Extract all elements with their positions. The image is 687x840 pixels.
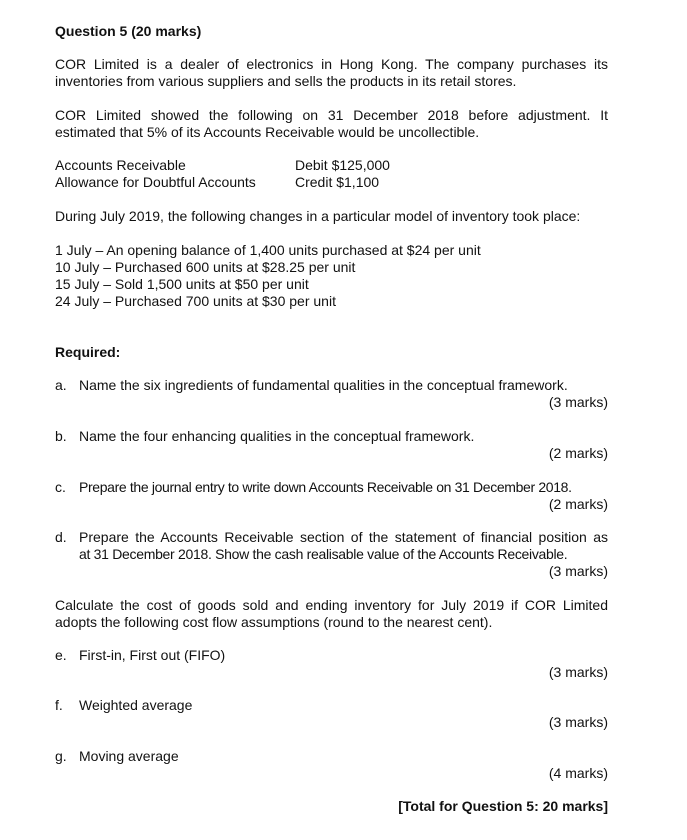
item-e-text: First-in, First out (FIFO) <box>79 647 226 663</box>
balance-account-1: Accounts Receivable <box>55 157 186 173</box>
intro-line-1: COR Limited is a dealer of electronics in Hong Kong. The company purchases its <box>55 56 608 72</box>
cost-intro-line-2: adopts the following cost flow assumptions (round to the nearest cent). <box>55 614 493 630</box>
adjustment-line-1: COR Limited showed the following on 31 December 2018 before adjustment. It <box>55 107 608 123</box>
item-e-letter: e. <box>55 647 67 663</box>
item-g-marks: (4 marks) <box>548 765 608 781</box>
intro-line-2: inventories from various suppliers and sells the products in its retail stores. <box>55 73 517 89</box>
item-f-marks: (3 marks) <box>548 714 608 730</box>
item-b-marks: (2 marks) <box>548 445 608 461</box>
balance-account-2: Allowance for Doubtful Accounts <box>55 174 256 190</box>
item-a-text: Name the six ingredients of fundamental qualities in the conceptual framework. <box>79 377 568 393</box>
item-g-letter: g. <box>55 748 67 764</box>
item-d-text-line-1: Prepare the Accounts Receivable section of the statement of financial position as <box>79 529 608 545</box>
item-a-letter: a. <box>55 377 67 393</box>
item-f-letter: f. <box>55 697 63 713</box>
inventory-intro: During July 2019, the following changes in a particular model of inventory took place: <box>55 208 581 224</box>
question-heading: Question 5 (20 marks) <box>55 23 202 39</box>
item-d-letter: d. <box>55 529 67 545</box>
item-g-text: Moving average <box>79 748 179 764</box>
balance-amount-1: Debit $125,000 <box>295 157 390 173</box>
item-f-text: Weighted average <box>79 697 193 713</box>
item-d-text-line-2: at 31 December 2018. Show the cash realisable value of the Accounts Receivable. <box>79 546 568 562</box>
inventory-event-3: 15 July – Sold 1,500 units at $50 per unit <box>55 276 309 292</box>
required-label: Required: <box>55 344 121 360</box>
item-d-marks: (3 marks) <box>548 563 608 579</box>
item-e-marks: (3 marks) <box>548 664 608 680</box>
item-b-letter: b. <box>55 428 67 444</box>
item-c-text: Prepare the journal entry to write down Accounts Receivable on 31 December 2018. <box>79 479 572 495</box>
cost-intro-line-1: Calculate the cost of goods sold and ending inventory for July 2019 if COR Limited <box>55 597 608 613</box>
inventory-event-2: 10 July – Purchased 600 units at $28.25 per unit <box>55 259 356 275</box>
item-c-marks: (2 marks) <box>548 496 608 512</box>
item-a-marks: (3 marks) <box>548 394 608 410</box>
item-c-letter: c. <box>55 479 66 495</box>
inventory-event-4: 24 July – Purchased 700 units at $30 per unit <box>55 293 336 309</box>
balance-amount-2: Credit $1,100 <box>295 174 380 190</box>
item-b-text: Name the four enhancing qualities in the conceptual framework. <box>79 428 475 444</box>
adjustment-line-2: estimated that 5% of its Accounts Receivable would be uncollectible. <box>55 124 480 140</box>
total-marks: [Total for Question 5: 20 marks] <box>398 798 608 814</box>
inventory-event-1: 1 July – An opening balance of 1,400 units purchased at $24 per unit <box>55 242 481 258</box>
